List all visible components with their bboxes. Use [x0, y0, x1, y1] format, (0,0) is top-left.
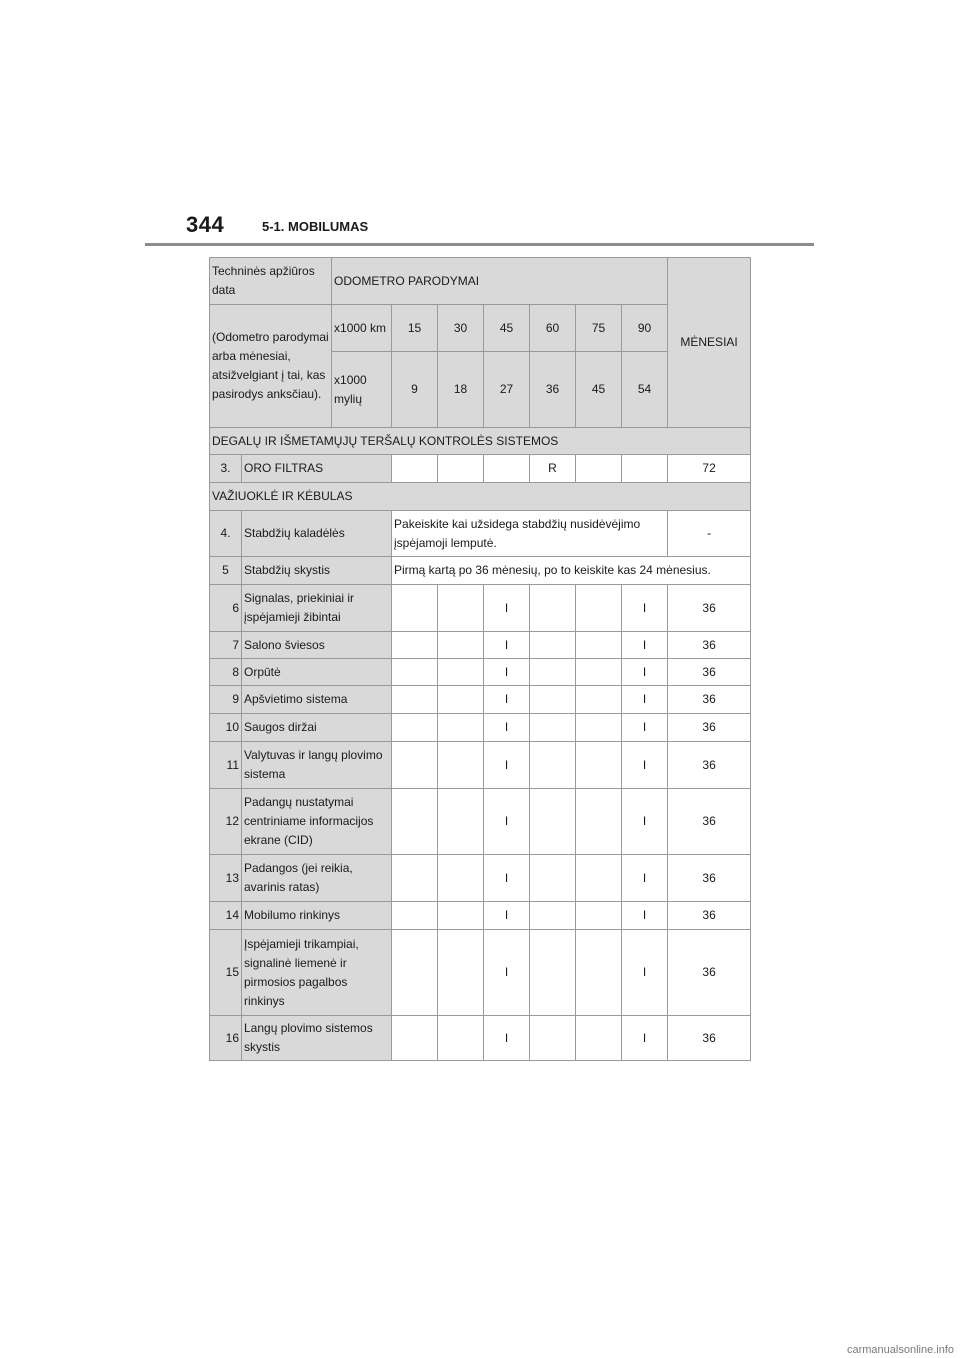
table-row [210, 557, 751, 585]
table-row [210, 742, 751, 789]
row-number: 12 [210, 789, 242, 855]
table-row [210, 930, 751, 1016]
col-odometer-header: ODOMETRO PARODYMAI [332, 258, 668, 305]
row-months: 36 [668, 789, 751, 855]
row-mark: I [484, 789, 530, 855]
km-value: 60 [530, 305, 576, 352]
km-value: 15 [392, 305, 438, 352]
row-mark: I [484, 855, 530, 902]
row-item: Mobilumo rinkinys [242, 902, 392, 930]
row-mark: I [484, 632, 530, 659]
section-chassis: VAŽIUOKLĖ IR KĖBULAS [210, 483, 751, 511]
row-months: 36 [668, 659, 751, 686]
row-mark: I [622, 714, 668, 742]
row-note: Pakeiskite kai užsidega stabdžių nusidėvėjimo įspėjamoji lemputė. [392, 511, 668, 557]
col-months-header: MĖNESIAI [668, 258, 751, 428]
row-number: 3. [210, 455, 242, 483]
miles-value: 36 [530, 352, 576, 428]
row-months: 36 [668, 930, 751, 1016]
row-item: Apšvietimo sistema [242, 686, 392, 714]
row-number: 5 [210, 557, 242, 585]
row-item: Padangų nustatymai centriniame informacijos ekrane (CID) [242, 789, 392, 855]
table-row [210, 789, 751, 855]
row-mark: I [622, 686, 668, 714]
row-months: 36 [668, 1016, 751, 1061]
miles-unit: x1000 mylių [332, 352, 392, 428]
section-title: 5-1. MOBILUMAS [262, 219, 369, 234]
row-months: 36 [668, 585, 751, 632]
km-value: 75 [576, 305, 622, 352]
row-number: 13 [210, 855, 242, 902]
row-item: Langų plovimo sistemos skystis [242, 1016, 392, 1061]
km-value: 90 [622, 305, 668, 352]
row-mark: I [622, 659, 668, 686]
table-row [210, 714, 751, 742]
table-row [210, 1016, 751, 1061]
row-item: Stabdžių kaladėlės [242, 511, 392, 557]
miles-value: 27 [484, 352, 530, 428]
row-number: 10 [210, 714, 242, 742]
section-emission: DEGALŲ IR IŠMETAMŲJŲ TERŠALŲ KONTROLĖS SISTEMOS [210, 428, 751, 455]
km-unit: x1000 km [332, 305, 392, 352]
miles-value: 45 [576, 352, 622, 428]
row-number: 11 [210, 742, 242, 789]
row-note: Pirmą kartą po 36 mėnesių, po to keiskite kas 24 mėnesius. [392, 557, 751, 585]
km-value: 45 [484, 305, 530, 352]
row-mark: I [484, 714, 530, 742]
row-number: 9 [210, 686, 242, 714]
table-row [210, 585, 751, 632]
row-number: 14 [210, 902, 242, 930]
row-item: Įspėjamieji trikampiai, signalinė liemenė ir pirmosios pagalbos rinkinys [242, 930, 392, 1016]
table-row [210, 455, 751, 483]
row-item: Orpūtė [242, 659, 392, 686]
row-item: Padangos (jei reikia, avarinis ratas) [242, 855, 392, 902]
row-months: 36 [668, 742, 751, 789]
row-mark: I [622, 585, 668, 632]
row-mark: I [484, 742, 530, 789]
table-row [210, 686, 751, 714]
miles-value: 9 [392, 352, 438, 428]
row-mark: I [622, 855, 668, 902]
row-item: ORO FILTRAS [242, 455, 392, 483]
row-mark: I [484, 1016, 530, 1061]
row-item: Saugos diržai [242, 714, 392, 742]
row-mark: I [622, 632, 668, 659]
row-number: 4. [210, 511, 242, 557]
watermark: carmanualsonline.info [846, 1344, 954, 1356]
row-number: 15 [210, 930, 242, 1016]
row-mark: I [484, 686, 530, 714]
row-months: 36 [668, 686, 751, 714]
row-months: 36 [668, 902, 751, 930]
table-row [210, 659, 751, 686]
row-mark: I [622, 930, 668, 1016]
row-months: 36 [668, 855, 751, 902]
table-row [210, 902, 751, 930]
miles-value: 18 [438, 352, 484, 428]
row-mark: I [484, 930, 530, 1016]
table-row [210, 632, 751, 659]
row-item: Valytuvas ir langų plovimo sistema [242, 742, 392, 789]
row-mark: I [622, 1016, 668, 1061]
row-mark: I [484, 659, 530, 686]
km-value: 30 [438, 305, 484, 352]
section-row-emission [210, 428, 751, 455]
table-row [210, 511, 751, 557]
row-number: 7 [210, 632, 242, 659]
date-note: (Odometro parodymai arba mėnesiai, atsižvelgiant į tai, kas pasirodys anksčiau). [210, 305, 332, 428]
section-row-chassis [210, 483, 751, 511]
col-date-header: Techninės apžiūros data [210, 258, 332, 305]
row-item: Stabdžių skystis [242, 557, 392, 585]
maintenance-table [209, 257, 751, 1061]
row-item: Signalas, priekiniai ir įspėjamieji žibintai [242, 585, 392, 632]
row-months: 36 [668, 632, 751, 659]
table-row [210, 855, 751, 902]
row-number: 8 [210, 659, 242, 686]
header-rule [145, 243, 814, 246]
row-mark: I [622, 742, 668, 789]
row-mark: I [484, 902, 530, 930]
row-mark: I [484, 585, 530, 632]
row-mark: I [622, 902, 668, 930]
row-months: 36 [668, 714, 751, 742]
miles-value: 54 [622, 352, 668, 428]
row-mark: R [530, 455, 576, 483]
row-item: Salono šviesos [242, 632, 392, 659]
header-row [210, 258, 751, 305]
row-months: 72 [668, 455, 751, 483]
row-number: 16 [210, 1016, 242, 1061]
row-number: 6 [210, 585, 242, 632]
row-months: - [668, 511, 751, 557]
page-number: 344 [186, 212, 225, 237]
row-mark: I [622, 789, 668, 855]
